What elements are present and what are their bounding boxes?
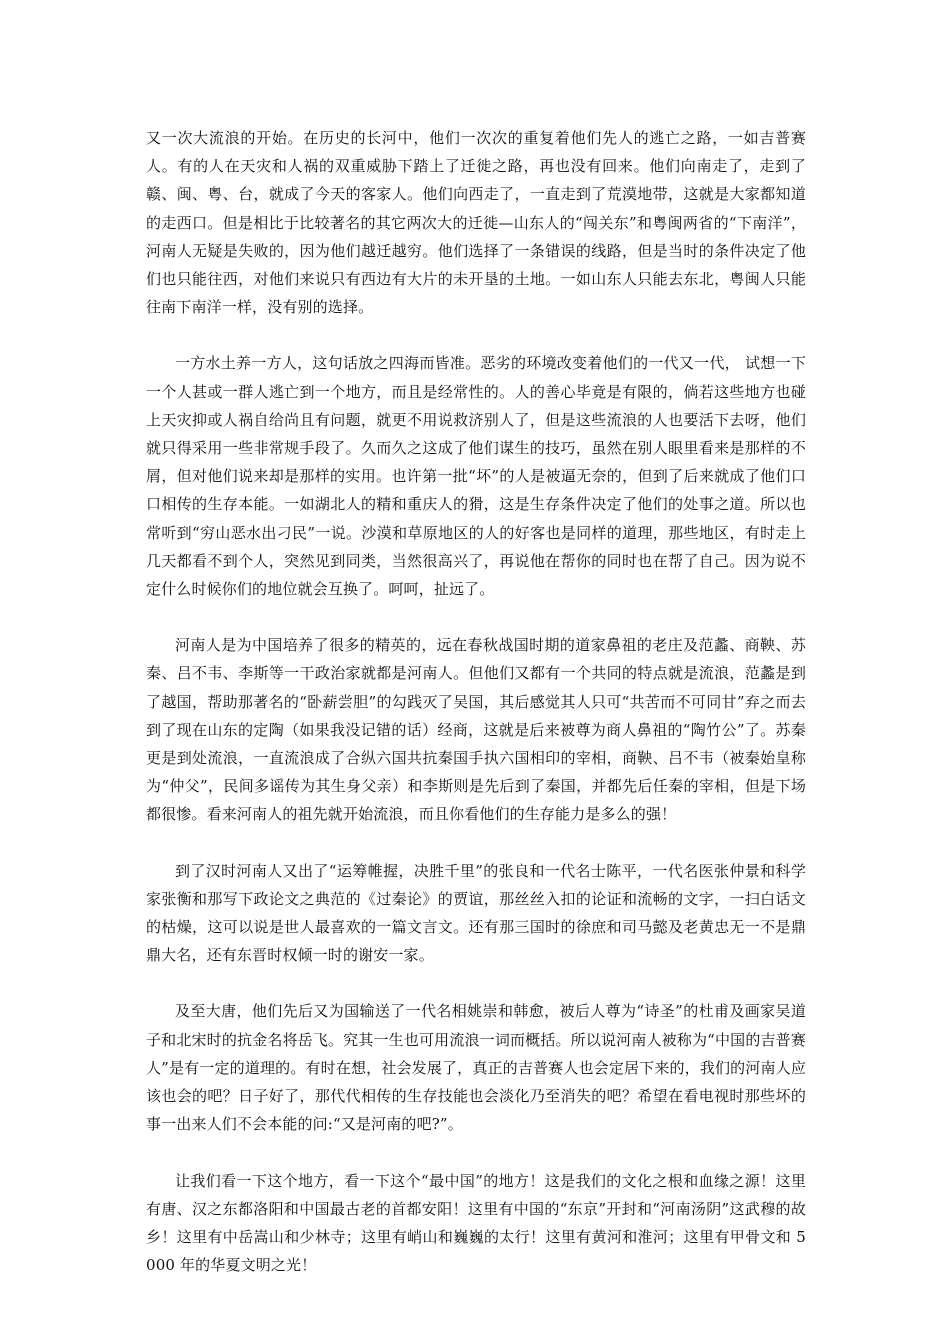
paragraph-5: 及至大唐，他们先后又为国输送了一代名相姚崇和韩愈，被后人尊为“诗圣”的杜甫及画家吴道子和北宋时的抗金名将岳飞。究其一生也可用流浪一词而概括。所以说河南人被称为“中国的吉普赛人”是有一定的道理的。有时在想，社会发展了，真正的吉普赛人也会定居下来的，我们的河南人应该也会的吧？日子好了，那代代相传的生存技能也会淡化乃至消失的吧？希望在看电视时那些坏的事一出来人们不会本能的问:“又是河南的吧?”。 — [146, 1002, 806, 1134]
paragraph-3: 河南人是为中国培养了很多的精英的，远在春秋战国时期的道家鼻祖的老庄及范蠡、商鞅、苏秦、吕不韦、李斯等一干政治家就都是河南人。但他们又都有一个共同的特点就是流浪，范蠡是到了越国，帮助那著名的“卧薪尝胆”的勾践灭了吴国，其后感觉其人只可“共苦而不可同甘”弃之而去到了现在山东的定陶（如果我没记错的话）经商，这就是后来被尊为商人鼻祖的“陶竹公”了。苏秦更是到处流浪，一直流浪成了合纵六国共抗秦国手执六国相印的宰相，商鞅、吕不韦（被秦始皇称为“仲父”，民间多谣传为其生身父亲）和李斯则是先后到了秦国，并都先后任秦的宰相，但是下场都很惨。看来河南人的祖先就开始流浪，而且你看他们的生存能力是多么的强！ — [146, 636, 806, 824]
document-page — [146, 124, 806, 1307]
paragraph-6: 让我们看一下这个地方，看一下这个“最中国”的地方！这是我们的文化之根和血缘之源！这里有唐、汉之东都洛阳和中国最古老的首都安阳！这里有中国的“东京”开封和“河南汤阴”这武穆的故乡！这里有中岳嵩山和少林寺；这里有峭山和巍巍的太行！这里有黄河和淮河；这里有甲骨文和 5000 年的华夏文明之光！ — [146, 1171, 806, 1275]
paragraph-1: 又一次大流浪的开始。在历史的长河中，他们一次次的重复着他们先人的逃亡之路，一如吉普赛人。有的人在天灾和人祸的双重威胁下踏上了迁徙之路，再也没有回来。他们向南走了，走到了赣、闽、粤、台，就成了今天的客家人。他们向西走了，一直走到了荒漠地带，这就是大家都知道的走西口。但是相比于比较著名的其它两次大的迁徙—山东人的“闯关东”和粤闽两省的“下南洋”，河南人无疑是失败的，因为他们越迁越穷。他们选择了一条错误的线路，但是当时的条件决定了他们也只能往西，对他们来说只有西边有大片的未开垦的土地。一如山东人只能去东北，粤闽人只能往南下南洋一样，没有别的选择。 — [146, 129, 806, 317]
paragraph-4: 到了汉时河南人又出了“运筹帷握，决胜千里”的张良和一代名士陈平，一代名医张仲景和科学家张衡和那写下政论文之典范的《过秦论》的贾谊，那丝丝入扣的论证和流畅的文字，一扫白话文的枯燥，这可以说是世人最喜欢的一篇文言文。还有那三国时的徐庶和司马懿及老黄忠无一不是鼎鼎大名，还有东晋时权倾一时的谢安一家。 — [146, 861, 806, 965]
paragraph-2: 一方水土养一方人，这句话放之四海而皆准。恶劣的环境改变着他们的一代又一代， 试想一下一个人甚或一群人逃亡到一个地方，而且是经常性的。人的善心毕竟是有限的，倘若这些地方也碰上天灾抑或人祸自给尚且有问题，就更不用说救济别人了，但是这些流浪的人也要活下去呀，他们就只得采用一些非常规手段了。久而久之这成了他们谋生的技巧，虽然在别人眼里看来是那样的不屑，但对他们说来却是那样的实用。也许第一批“坏”的人是被逼无奈的，但到了后来就成了他们口口相传的生存本能。一如湖北人的精和重庆人的猾，这是生存条件决定了他们的处事之道。所以也常听到“穷山恶水出刁民”一说。沙漠和草原地区的人的好客也是同样的道理，那些地区，有时走上几天都看不到个人，突然见到同类，当然很高兴了，再说他在帮你的同时也在帮了自己。因为说不定什么时候你们的地位就会互换了。呵呵，扯远了。 — [146, 354, 806, 599]
